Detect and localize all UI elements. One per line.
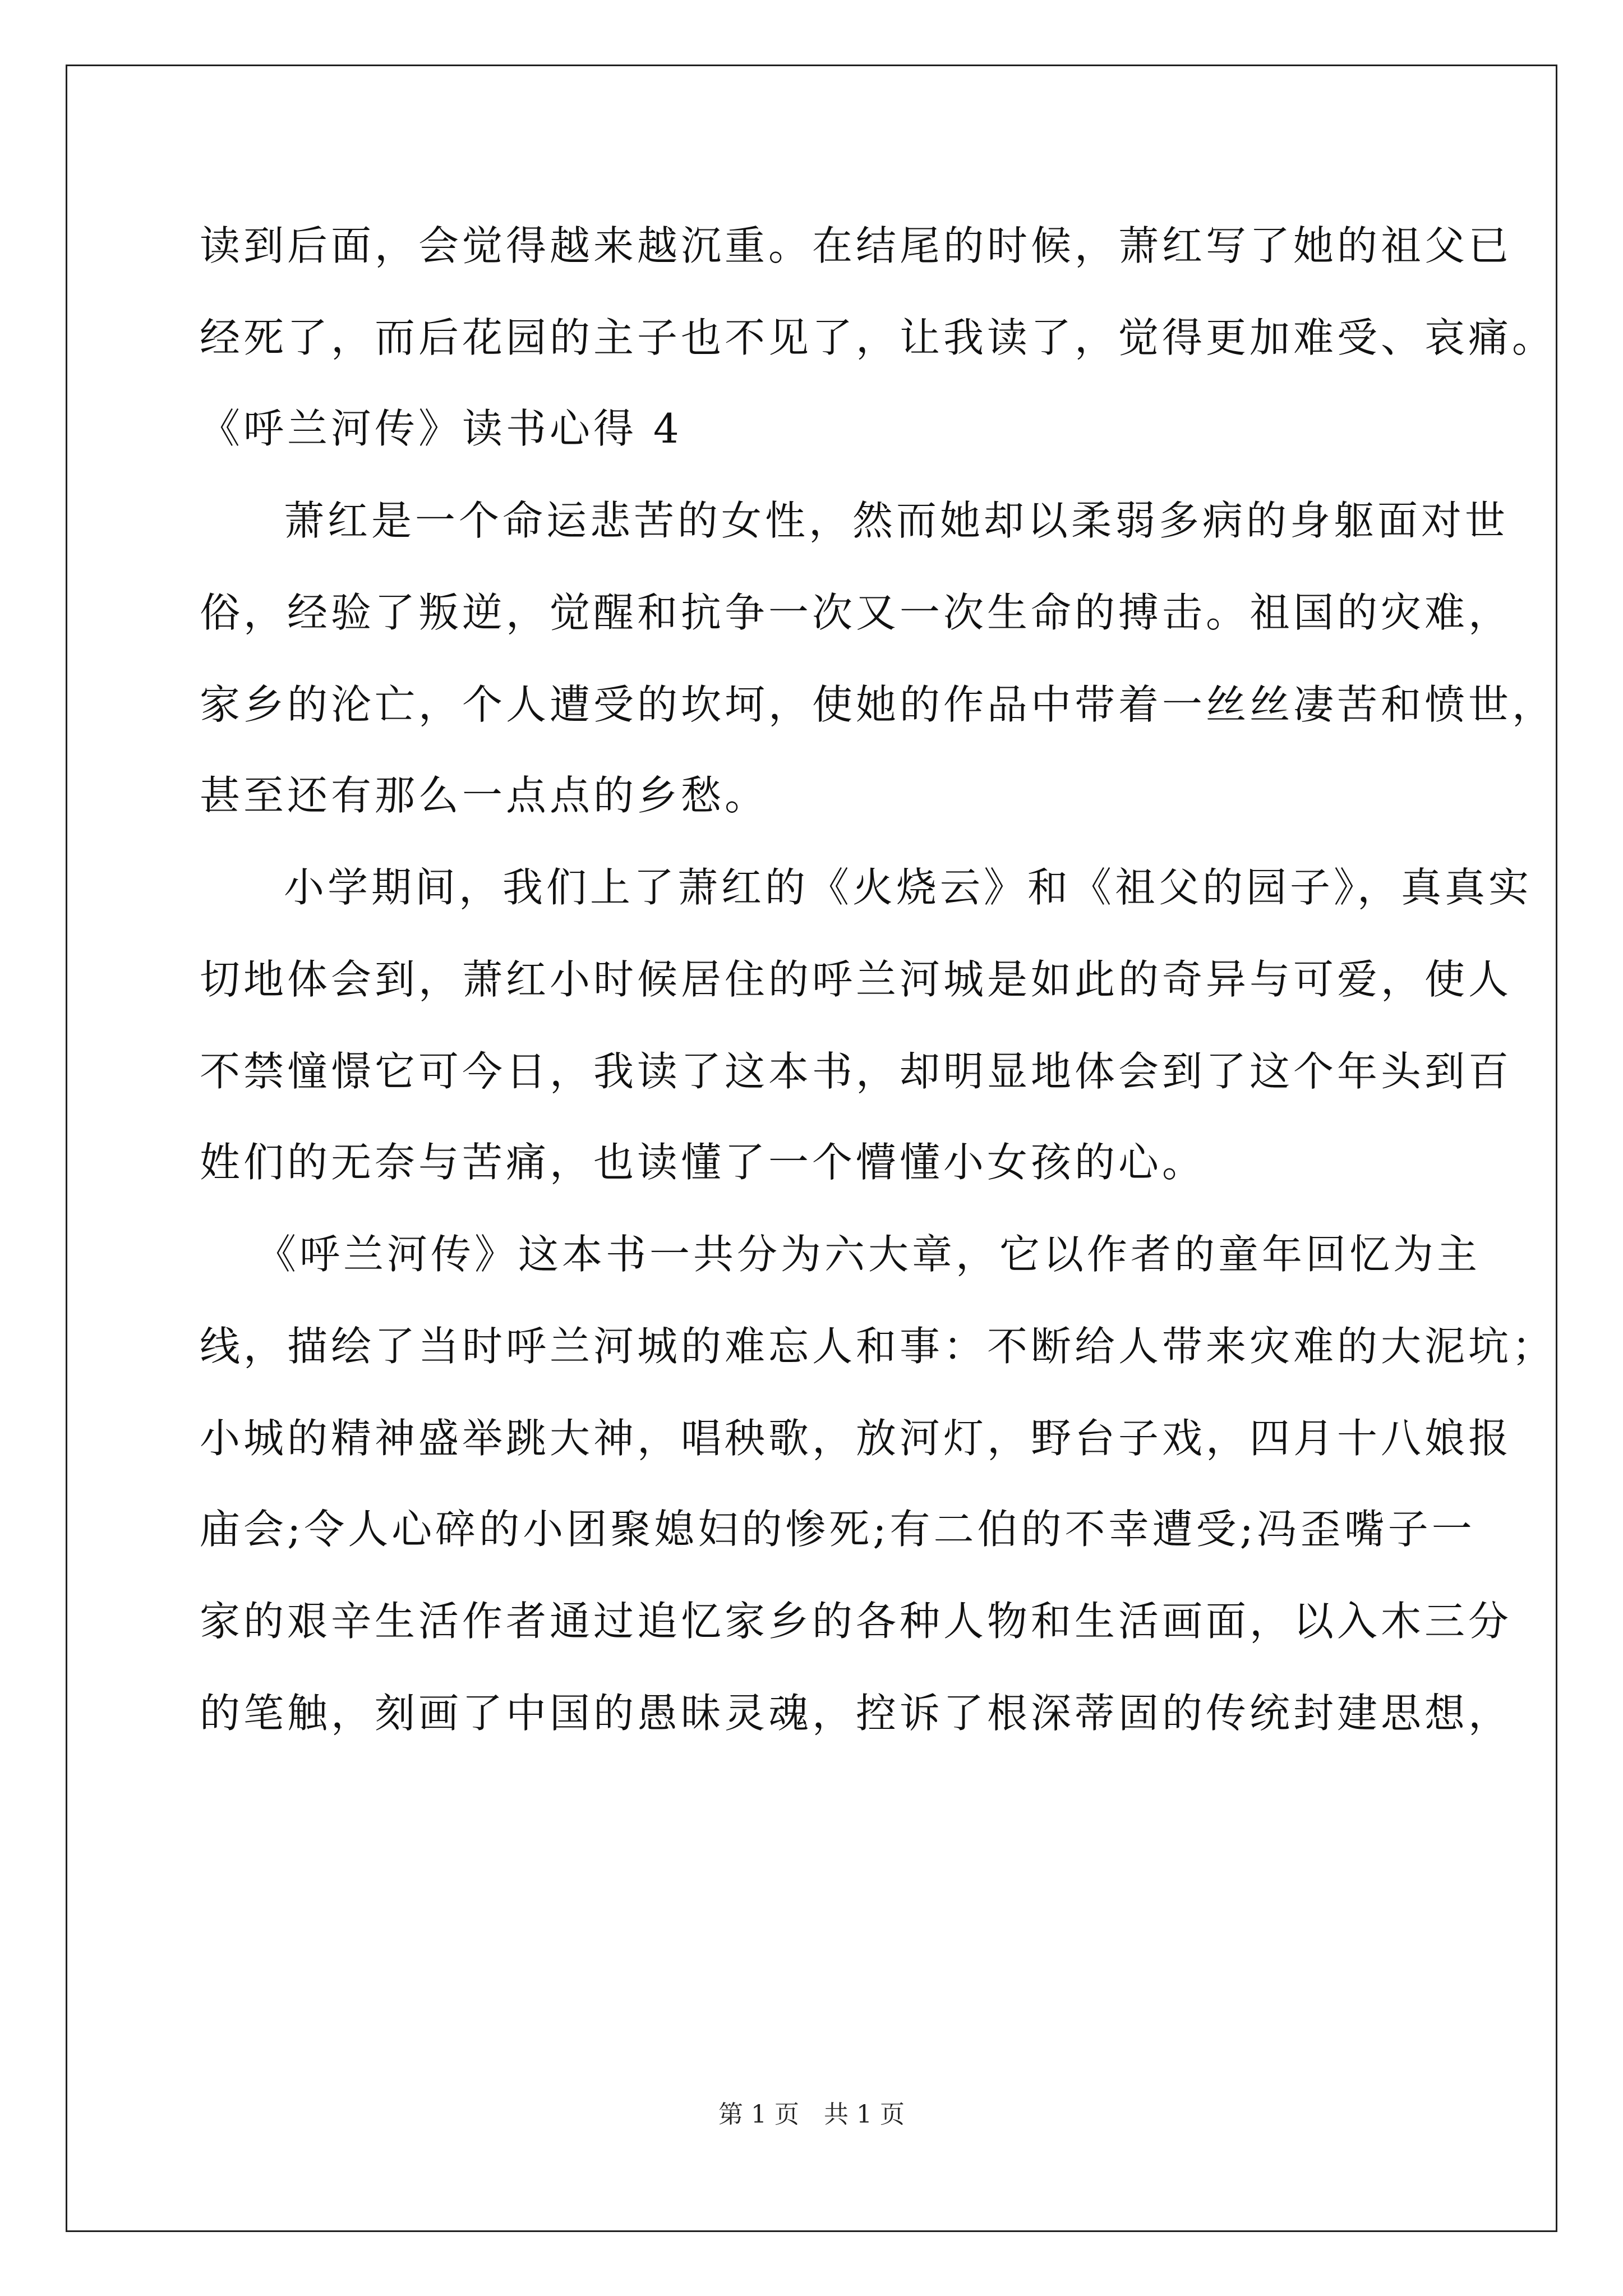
text-line: 线，描绘了当时呼兰河城的难忘人和事：不断给人带来灾难的大泥坑； xyxy=(200,1323,1556,1370)
text-line: 不禁憧憬它可今日，我读了这本书，却明显地体会到了这个年头到百 xyxy=(200,1048,1513,1095)
paragraph-first-line: 小学期间，我们上了萧红的《火烧云》和《祖父的园子》，真真实 xyxy=(284,864,1533,911)
text-line: 家的艰辛生活作者通过追忆家乡的各种人物和生活画面，以入木三分 xyxy=(200,1598,1513,1645)
paragraph-first-line: 《呼兰河传》这本书一共分为六大章，它以作者的童年回忆为主 xyxy=(256,1231,1481,1278)
text-line: 姓们的无奈与苦痛，也读懂了一个懵懂小女孩的心。 xyxy=(200,1139,1206,1186)
text-line: 的笔触，刻画了中国的愚昧灵魂，控诉了根深蒂固的传统封建思想， xyxy=(200,1690,1513,1737)
text-line: 庙会;令人心碎的小团聚媳妇的惨死;有二伯的不幸遭受;冯歪嘴子一 xyxy=(200,1506,1476,1553)
text-line: 经死了，而后花园的主子也不见了，让我读了，觉得更加难受、哀痛。 xyxy=(200,314,1556,361)
text-line: 甚至还有那么一点点的乡愁。 xyxy=(200,772,769,819)
text-line: 切地体会到，萧红小时候居住的呼兰河城是如此的奇异与可爱，使人 xyxy=(200,956,1513,1003)
page-footer: 第 1 页 共 1 页 xyxy=(718,2100,905,2129)
text-line: 俗，经验了叛逆，觉醒和抗争一次又一次生命的搏击。祖国的灾难， xyxy=(200,589,1513,636)
text-line: 小城的精神盛举跳大神，唱秧歌，放河灯，野台子戏，四月十八娘报 xyxy=(200,1415,1513,1462)
text-line: 家乡的沦亡，个人遭受的坎坷，使她的作品中带着一丝丝凄苦和愤世， xyxy=(200,681,1556,728)
text-line: 读到后面，会觉得越来越沉重。在结尾的时候，萧红写了她的祖父已 xyxy=(200,222,1513,269)
section-heading: 《呼兰河传》读书心得 4 xyxy=(200,405,683,452)
paragraph-first-line: 萧红是一个命运悲苦的女性，然而她却以柔弱多病的身躯面对世 xyxy=(284,497,1509,544)
